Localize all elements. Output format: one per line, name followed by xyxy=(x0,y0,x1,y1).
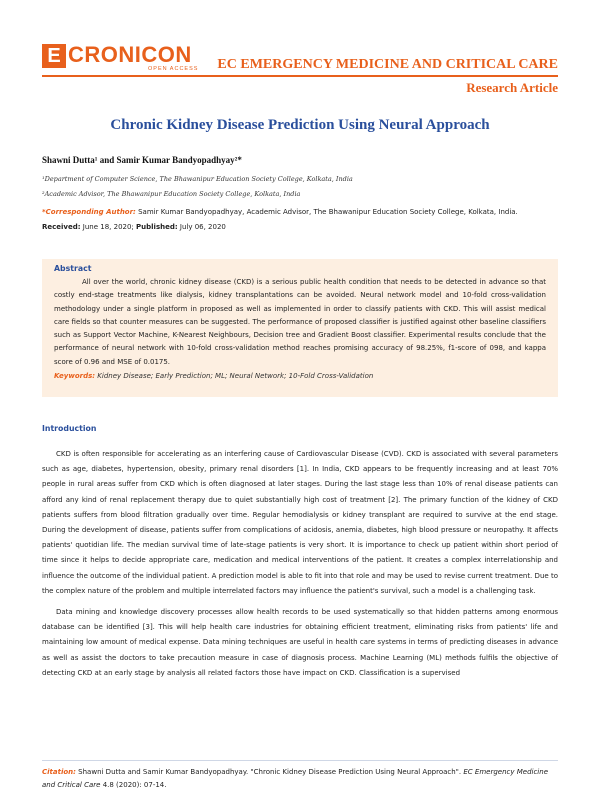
corresponding-author xyxy=(42,208,518,216)
logo-tagline: OPEN ACCESS xyxy=(148,66,199,72)
footer-divider xyxy=(42,760,558,761)
citation xyxy=(42,766,558,792)
keywords-list: Kidney Disease; Early Prediction; ML; Neural Network; 10-Fold Cross-Validation xyxy=(95,372,374,381)
received-label: Received: xyxy=(42,223,81,231)
received-date: June 18, 2020; xyxy=(80,223,137,231)
published-date: July 06, 2020 xyxy=(177,223,226,231)
authors: Shawni Dutta¹ and Samir Kumar Bandyopadhyay²* xyxy=(42,155,242,165)
citation-journal: EC Emergency Medicine and Critical Care xyxy=(42,768,548,789)
citation-label: Citation: xyxy=(42,768,76,776)
dates xyxy=(42,223,226,231)
logo-mark: E xyxy=(42,44,66,68)
abstract-box xyxy=(42,259,558,397)
corresponding-label: *Corresponding Author: xyxy=(42,208,136,216)
publisher-logo xyxy=(42,44,202,74)
abstract-body: All over the world, chronic kidney disease (CKD) is a serious public health condition that needs to be detected in advance so that costly end-stage treatments like dialysis, kidney transplantations can be avoided. Neural network model and 10-fold cross-validation methodology under a single platform in proposed as well as implemented in order to classify patients with CKD. This will assist medical care fields so that counter measures can be suggested. The performance of proposed classifier is justified against other baseline classifiers such as Support Vector Machine, K-Nearest Neighbours, Decision tree and Gradient Boost classifier. Experimental results conclude that the performance of neural network with 10-fold cross-validation method reaches promising accuracy of 98.25%, f1-score of 098, and kappa score of 0.96 and MSE of 0.0175. xyxy=(54,278,546,366)
journal-name: EC EMERGENCY MEDICINE AND CRITICAL CARE xyxy=(217,57,558,72)
introduction-paragraph-1: CKD is often responsible for accelerating as an interfering cause of Cardiovascular Disease (CVD). CKD is associated with several parameters such as age, diabetes, hypertension, obesity, primary renal disorders [1]. In India, CKD appears to be frequently increasing and at least 70% people in rural areas suffer from CKD which is often diagnosed at later stages. During the last stage less than 10% of renal disease patients can afford any kind of renal replacement therapy due to quiet substantially high cost of treatment [2]. The primary function of the kidney of CKD patients suffers from blood filtration gradually over time. Regular hemodialysis or kidney transplant are required to survive at the end stage. During the development of disease, patients suffer from complications of acidosis, anemia, diabetes, high blood pressure or neuropathy. It affects patients' quotidian life. The median survival time of late-stage patients is very short. It is importance to check up patient within short period of time since it helps to decide appropriate care, medication and medical interventions of the patient. It creates a complex interrelationship and influence the outcome of the individual patient. A prediction model is able to fit into that role and may be used to revise current treatment. Due to the complex nature of the problem and multiple interrelated factors may influence the patient's survival, such a model is a challenging task. xyxy=(42,450,558,595)
header-divider xyxy=(42,75,558,77)
corresponding-text: Samir Kumar Bandyopadhyay, Academic Advisor, The Bhawanipur Education Society College, Kolkata, India. xyxy=(135,208,518,216)
affiliation-2: ²Academic Advisor, The Bhawanipur Education Society College, Kolkata, India xyxy=(42,190,301,198)
citation-text: Shawni Dutta and Samir Kumar Bandyopadhyay. "Chronic Kidney Disease Prediction Using Neural Approach". xyxy=(75,768,464,776)
introduction-heading: Introduction xyxy=(42,424,97,433)
keywords-label: Keywords: xyxy=(54,372,96,381)
citation-rest: 4.8 (2020): 07-14. xyxy=(100,781,167,789)
article-type: Research Article xyxy=(466,80,558,95)
introduction-paragraph-2: Data mining and knowledge discovery processes allow health records to be used systematically so that hidden patterns among enormous database can be identified [3]. This will help health care industries for obtaining efficient treatment, eliminating risks from patients' life and maintaining low amount of medical expense. Data mining techniques are useful in health care systems in terms of predicting diseases in advance as well as assist the doctors to take precaution measure in case of diagnosis process. Machine Learning (ML) methods fulfils the objective of detecting CKD at an early stage by analysis all related factors those have impact on CKD. Classification is a supervised xyxy=(42,608,558,677)
logo-wordmark: CRONICON xyxy=(68,42,192,67)
published-label: Published: xyxy=(136,223,178,231)
paper-title: Chronic Kidney Disease Prediction Using Neural Approach xyxy=(110,117,490,133)
affiliation-1: ¹Department of Computer Science, The Bhawanipur Education Society College, Kolkata, India xyxy=(42,175,353,183)
abstract-heading: Abstract xyxy=(54,264,92,273)
keywords xyxy=(54,372,546,380)
